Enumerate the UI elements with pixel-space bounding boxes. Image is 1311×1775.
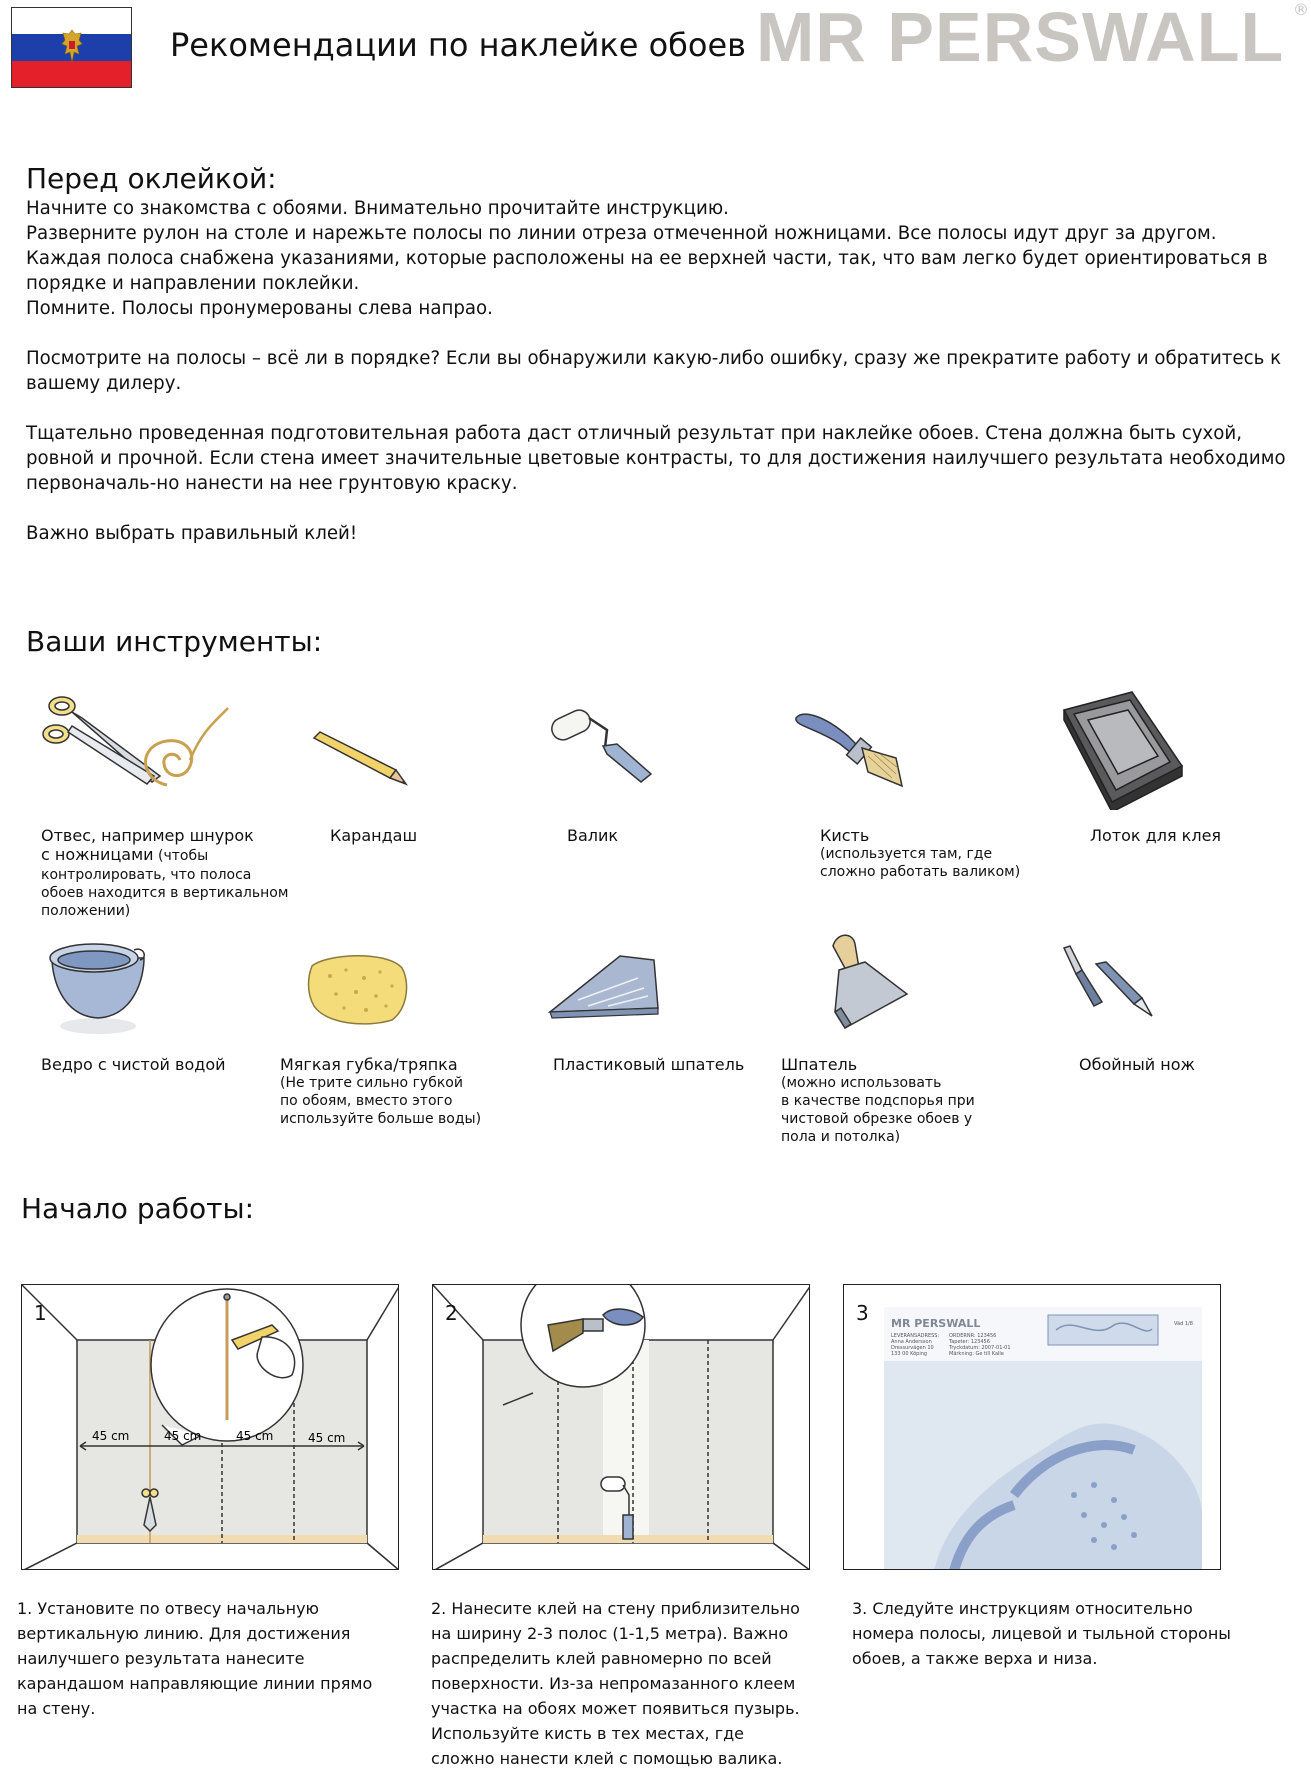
step-3-text: 3. Следуйте инструкциям относительно номера полосы, лицевой и тыльной стороны обоев, а также верха и низа. (852, 1599, 1231, 1668)
step-2-text: 2. Нанесите клей на стену приблизительно на ширину 2-3 полос (1-1,5 метра). Важно распределить клей равномерно по всей поверхности. Из-за непромазанного клеем участка на обоях может появиться пузырь. Используйте кисть в тех местах, где сложно нанести клей с помощью валика. (431, 1599, 800, 1768)
tool-roller (567, 826, 618, 845)
tool-note: используйте больше воды) (280, 1111, 482, 1127)
tool-plastic-spatula (553, 1055, 744, 1074)
tool-note: положении) (41, 903, 131, 919)
section-heading-before: Перед оклейкой: (26, 162, 277, 195)
tool-name: Пластиковый шпатель (553, 1055, 745, 1074)
tool-plumb-line (41, 826, 288, 920)
tool-brush (820, 826, 1020, 881)
label-brand: MR PERSWALL (891, 1317, 981, 1330)
intro-paragraph: Помните. Полосы пронумерованы слева напрао. (26, 298, 493, 319)
step-number: 3 (856, 1301, 869, 1325)
intro-paragraph: Тщательно проведенная подготовительная работа даст отличный результат при наклейке обоев. Стена должна быть сухой, ровной и прочной. Если стена имеет значительные цветовые контрасты, то для достижения наилучшего результата необходимо первоначаль-но нанести на нее грунтовую краску. (26, 423, 1286, 494)
tool-name: Лоток для клея (1090, 826, 1222, 845)
intro-paragraph: Разверните рулон на столе и нарежьте полосы по линии отреза отмеченной ножницами. Все полосы идут друг за другом. Каждая полоса снабжена указаниями, которые расположены на ее верхней части, так, что вам легко будет ориентироваться в порядке и направлении поклейки. (26, 223, 1268, 294)
tool-name: Кисть (820, 826, 870, 845)
scraper-icon (797, 932, 909, 1032)
wallpaper-strip-icon (844, 1285, 1221, 1570)
step-2-illustration (432, 1284, 810, 1570)
intro-paragraph: Важно выбрать правильный клей! (26, 523, 358, 544)
tool-note: (используется там, где (820, 846, 993, 862)
tool-note: контролировать, что полоса (41, 867, 252, 883)
tool-name: Ведро с чистой водой (41, 1055, 226, 1074)
tool-name: с ножницами (41, 845, 154, 864)
tool-note: обоев находится в вертикальном (41, 885, 289, 901)
plastic-spatula-icon (548, 950, 663, 1020)
tool-name: Обойный нож (1079, 1055, 1195, 1074)
tool-name: Отвес, например шнурок (41, 826, 254, 845)
label-line: ORDERNR: 123456 (949, 1333, 997, 1339)
tool-name: Мягкая губка/тряпка (280, 1055, 458, 1074)
tool-name: Карандаш (330, 826, 418, 845)
russian-flag-icon (11, 7, 132, 88)
step-1-illustration (21, 1284, 399, 1570)
tool-tray (1090, 826, 1221, 845)
measure-label: 45 cm (92, 1429, 130, 1443)
tool-note: (можно использовать (781, 1075, 942, 1091)
intro-paragraph: Начните со знакомства с обоями. Внимательно прочитайте инструкцию. (26, 198, 729, 219)
section-heading-start: Начало работы: (21, 1192, 255, 1225)
brand-logo: MR PERSWALL (756, 0, 1285, 76)
room-wall-glue-icon (433, 1285, 810, 1570)
label-line: Märkning: Ge till Kalle (949, 1351, 1004, 1357)
section-heading-tools: Ваши инструменты: (26, 625, 323, 658)
tool-note: (чтобы (153, 848, 209, 864)
sponge-icon (306, 948, 411, 1028)
room-wall-measure-icon (22, 1285, 399, 1570)
tool-note: пола и потолка) (781, 1129, 901, 1145)
bucket-icon (48, 938, 148, 1038)
tool-note: в качестве подспорья при (781, 1093, 975, 1109)
tool-note: сложно работать валиком) (820, 864, 1021, 880)
tool-scraper (781, 1055, 975, 1146)
pencil-icon (310, 730, 410, 790)
step-1-text: 1. Установите по отвесу начальную вертикальную линию. Для достижения наилучшего результата нанесите карандашом направляющие линии прямо на стену. (17, 1599, 373, 1718)
registered-mark: ® (1293, 0, 1309, 19)
coat-of-arms-icon (61, 28, 83, 66)
intro-paragraph: Посмотрите на полосы – всё ли в порядке? Если вы обнаружили какую-либо ошибку, сразу же прекратите работу и обратитесь к вашему дилеру. (26, 348, 1282, 394)
label-line: Dressurvägen 10 (891, 1345, 934, 1351)
tool-pencil (330, 826, 417, 845)
step-3-illustration (843, 1284, 1221, 1570)
intro-text (26, 196, 1286, 546)
paint-tray-icon (1058, 690, 1188, 810)
strip-label: Väd 1/8 (1174, 1321, 1193, 1327)
paint-brush-icon (792, 708, 912, 788)
measure-label: 45 cm (236, 1429, 274, 1443)
tool-name: Валик (567, 826, 619, 845)
measure-label: 45 cm (308, 1431, 346, 1445)
tool-note: по обоям, вместо этого (280, 1093, 453, 1109)
tool-note: чистовой обрезке обоев у (781, 1111, 973, 1127)
tool-name: Шпатель (781, 1055, 858, 1074)
tool-knife (1079, 1055, 1195, 1074)
label-line: Tryckdatum: 2007-01-01 (949, 1345, 1011, 1351)
page-title: Рекомендации по наклейке обоев (170, 26, 747, 64)
label-line: LEVERANSADRESS: (891, 1333, 940, 1339)
paint-roller-icon (545, 700, 660, 785)
step-number: 1 (34, 1301, 47, 1325)
measure-label: 45 cm (164, 1429, 202, 1443)
tool-sponge (280, 1055, 481, 1128)
tool-note: (Не трите сильно губкой (280, 1075, 463, 1091)
label-line: Anna Andersson (891, 1339, 932, 1345)
tool-bucket (41, 1055, 226, 1074)
step-number: 2 (445, 1301, 458, 1325)
label-line: 133 00 Köping (891, 1351, 928, 1357)
plumb-line-scissors-icon (42, 690, 232, 800)
label-line: Tapeter: 123456 (949, 1339, 990, 1345)
utility-knife-icon (1062, 944, 1157, 1024)
